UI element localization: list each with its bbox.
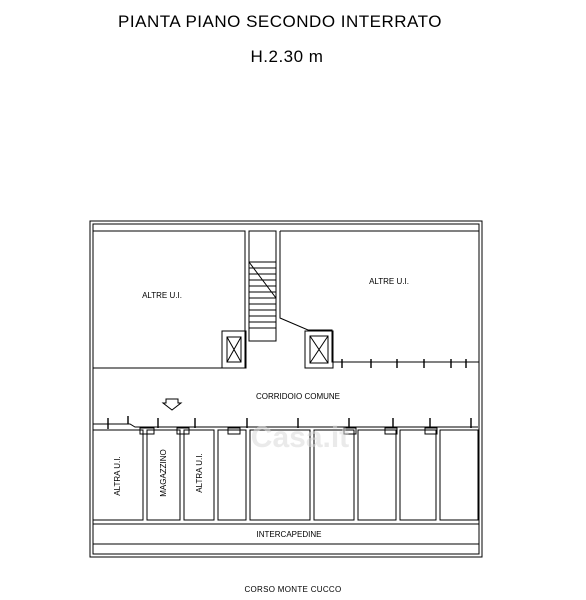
street-label: CORSO MONTE CUCCO	[244, 585, 342, 594]
left-unit-label: ALTRE U.I.	[142, 291, 182, 300]
cellar-1-label: ALTRA U.I.	[113, 456, 122, 496]
cellar-2-label: MAGAZZINO	[159, 449, 168, 497]
cavity-label: INTERCAPEDINE	[256, 530, 322, 539]
plan-height: H.2.30 m	[250, 47, 324, 66]
shaft-left	[222, 331, 246, 368]
stair-steps	[249, 262, 276, 328]
arrow-down-icon	[163, 399, 181, 410]
shaft-right	[305, 331, 333, 368]
outer-wall	[90, 221, 482, 557]
watermark-logo: Casa.it	[250, 421, 350, 454]
cellar-3-label: ALTRA U.I.	[195, 453, 204, 493]
plan-title: PIANTA PIANO SECONDO INTERRATO	[118, 12, 442, 31]
corridor-label: CORRIDOIO COMUNE	[256, 392, 340, 401]
right-unit-label: ALTRE U.I.	[369, 277, 409, 286]
corridor-door-marks	[342, 359, 466, 368]
outer-wall-inner	[93, 224, 479, 554]
